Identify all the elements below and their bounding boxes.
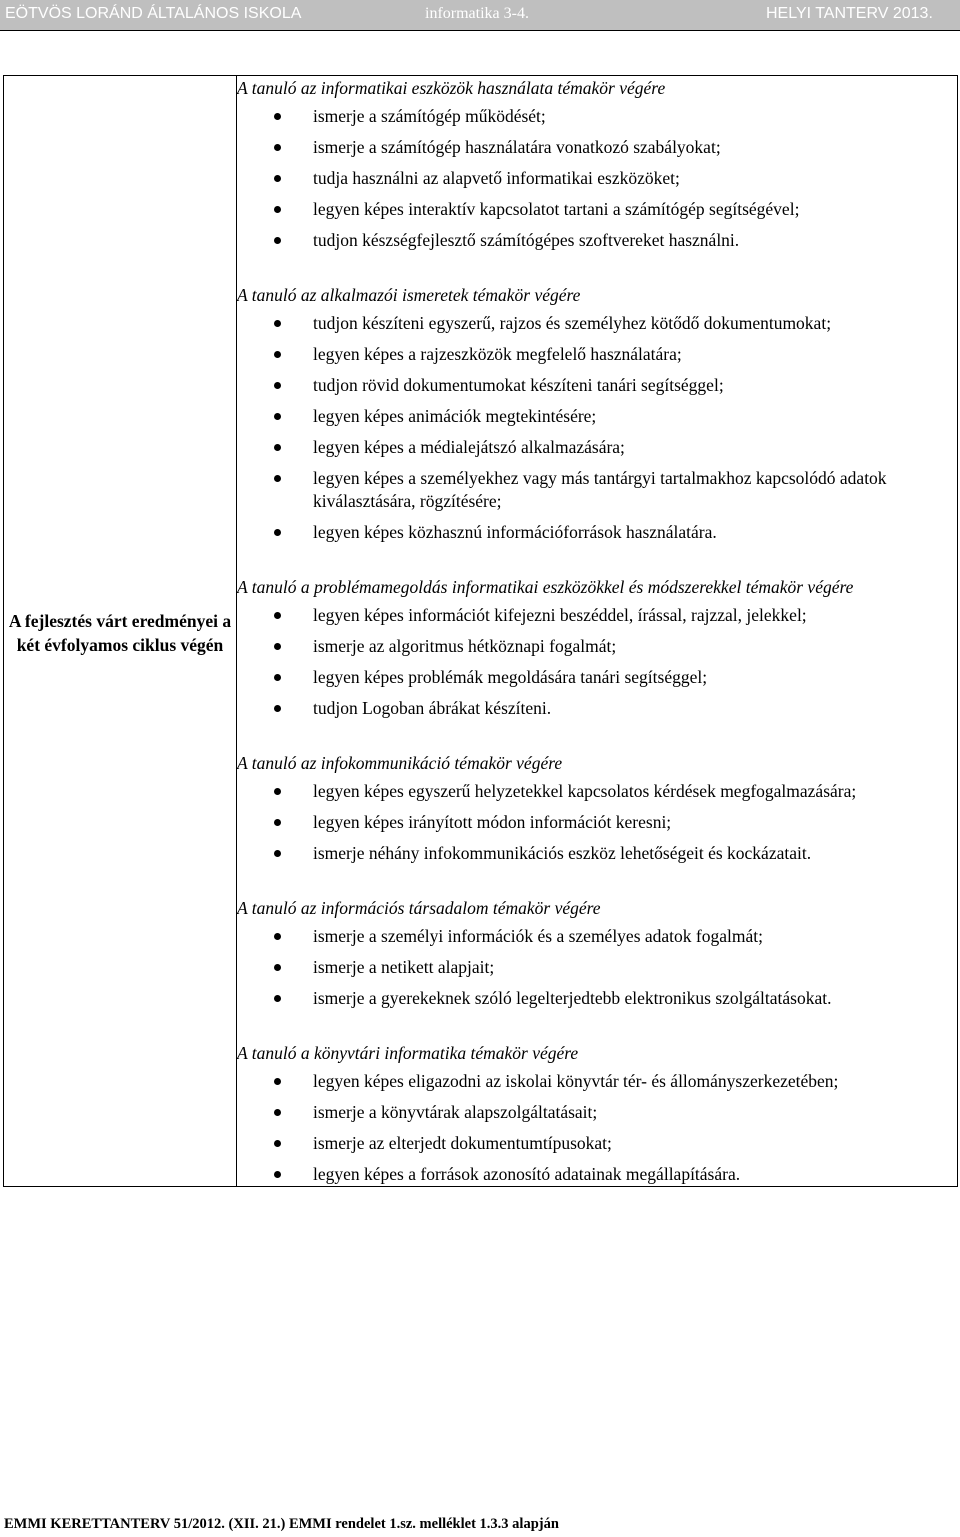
topic-section [237, 1041, 957, 1186]
list-item-text: legyen képes egyszerű helyzetekkel kapcsolatos kérdések megfogalmazására; [313, 781, 857, 801]
topic-section [237, 751, 957, 865]
curriculum-label: HELYI TANTERV 2013. [766, 5, 933, 22]
bullet-icon [274, 1078, 281, 1085]
content-cell [237, 76, 958, 1187]
list-item [237, 842, 957, 865]
bullet-icon [274, 475, 281, 482]
list-item [237, 405, 957, 428]
section-title: A tanuló a problémamegoldás informatikai eszközökkel és módszerekkel témakör végére [237, 577, 854, 597]
row-label: A fejlesztés várt eredményei a két évfolyamos ciklus végén [8, 611, 232, 655]
section-title: A tanuló az információs társadalom témakör végére [237, 898, 601, 918]
bullet-icon [274, 529, 281, 536]
list-item-text: tudjon készségfejlesztő számítógépes szoftvereket használni. [313, 230, 740, 250]
list-item-text: ismerje a gyerekeknek szóló legelterjedtebb elektronikus szolgáltatásokat. [313, 988, 832, 1008]
list-item-text: ismerje a könyvtárak alapszolgáltatásait; [313, 1102, 598, 1122]
list-item [237, 1163, 957, 1186]
list-item-text: legyen képes közhasznú információforrások használatára. [313, 522, 717, 542]
topic-section [237, 575, 957, 720]
list-item [237, 987, 957, 1010]
outcome-list [237, 925, 957, 1010]
list-item [237, 467, 957, 513]
list-item-text: legyen képes interaktív kapcsolatot tartani a számítógép segítségével; [313, 199, 800, 219]
outcomes-table [3, 75, 958, 1187]
list-item-text: legyen képes irányított módon információt keresni; [313, 812, 672, 832]
list-item [237, 956, 957, 979]
bullet-icon [274, 819, 281, 826]
topic-section [237, 76, 957, 252]
list-item-text: legyen képes a személyekhez vagy más tantárgyi tartalmakhoz kapcsolódó adatok kiválasztására, rögzítésére; [313, 468, 887, 511]
list-item [237, 925, 957, 948]
list-item-text: legyen képes a médialejátszó alkalmazására; [313, 437, 625, 457]
bullet-icon [274, 351, 281, 358]
bullet-icon [274, 705, 281, 712]
list-item-text: ismerje néhány infokommunikációs eszköz lehetőségeit és kockázatait. [313, 843, 812, 863]
section-title: A tanuló az alkalmazói ismeretek témakör végére [237, 285, 581, 305]
bullet-icon [274, 674, 281, 681]
bullet-icon [274, 144, 281, 151]
page-header [0, 0, 960, 31]
bullet-icon [274, 206, 281, 213]
list-item [237, 436, 957, 459]
bullet-icon [274, 612, 281, 619]
list-item [237, 811, 957, 834]
bullet-icon [274, 643, 281, 650]
bullet-icon [274, 382, 281, 389]
bullet-icon [274, 1171, 281, 1178]
list-item-text: legyen képes információt kifejezni beszéddel, írással, rajzzal, jelekkel; [313, 605, 807, 625]
bullet-icon [274, 788, 281, 795]
list-item [237, 1132, 957, 1155]
list-item-text: ismerje a számítógép működését; [313, 106, 546, 126]
topic-section [237, 283, 957, 544]
bullet-icon [274, 237, 281, 244]
list-item [237, 312, 957, 335]
outcome-list [237, 312, 957, 544]
topic-section [237, 896, 957, 1010]
section-title: A tanuló a könyvtári informatika témakör végére [237, 1043, 579, 1063]
list-item-text: legyen képes eligazodni az iskolai könyvtár tér- és állományszerkezetében; [313, 1071, 839, 1091]
list-item [237, 198, 957, 221]
list-item [237, 229, 957, 252]
list-item [237, 780, 957, 803]
bullet-icon [274, 413, 281, 420]
list-item [237, 1070, 957, 1093]
list-item [237, 635, 957, 658]
outcome-list [237, 1070, 957, 1186]
list-item [237, 374, 957, 397]
list-item [237, 697, 957, 720]
bullet-icon [274, 933, 281, 940]
list-item-text: tudja használni az alapvető informatikai eszközöket; [313, 168, 680, 188]
outcome-list [237, 780, 957, 865]
list-item-text: ismerje a számítógép használatára vonatkozó szabályokat; [313, 137, 721, 157]
bullet-icon [274, 320, 281, 327]
sections-container [237, 76, 957, 1186]
outcome-list [237, 604, 957, 720]
list-item-text: tudjon rövid dokumentumokat készíteni tanári segítséggel; [313, 375, 724, 395]
list-item-text: ismerje a személyi információk és a személyes adatok fogalmát; [313, 926, 763, 946]
bullet-icon [274, 964, 281, 971]
list-item-text: legyen képes problémák megoldására tanári segítséggel; [313, 667, 708, 687]
list-item [237, 167, 957, 190]
list-item-text: tudjon Logoban ábrákat készíteni. [313, 698, 552, 718]
list-item-text: ismerje a netikett alapjait; [313, 957, 495, 977]
section-title: A tanuló az informatikai eszközök használata témakör végére [237, 78, 666, 98]
list-item-text: legyen képes a rajzeszközök megfelelő használatára; [313, 344, 682, 364]
bullet-icon [274, 175, 281, 182]
list-item [237, 604, 957, 627]
outcome-list [237, 105, 957, 252]
subject-label: informatika 3-4. [425, 5, 529, 22]
list-item-text: ismerje az elterjedt dokumentumtípusokat; [313, 1133, 612, 1153]
list-item-text: legyen képes animációk megtekintésére; [313, 406, 597, 426]
section-title: A tanuló az infokommunikáció témakör végére [237, 753, 563, 773]
list-item-text: ismerje az algoritmus hétköznapi fogalmát; [313, 636, 617, 656]
list-item [237, 1101, 957, 1124]
bullet-icon [274, 850, 281, 857]
school-name: EÖTVÖS LORÁND ÁLTALÁNOS ISKOLA [5, 5, 302, 22]
list-item [237, 666, 957, 689]
row-label-cell [4, 76, 237, 1187]
bullet-icon [274, 995, 281, 1002]
bullet-icon [274, 1140, 281, 1147]
bullet-icon [274, 444, 281, 451]
list-item-text: legyen képes a források azonosító adatainak megállapítására. [313, 1164, 741, 1184]
list-item-text: tudjon készíteni egyszerű, rajzos és személyhez kötődő dokumentumokat; [313, 313, 832, 333]
bullet-icon [274, 1109, 281, 1116]
outcomes-row [4, 76, 958, 1187]
list-item [237, 343, 957, 366]
list-item [237, 136, 957, 159]
bullet-icon [274, 113, 281, 120]
list-item [237, 105, 957, 128]
page-footer: EMMI KERETTANTERV 51/2012. (XII. 21.) EMMI rendelet 1.sz. melléklet 1.3.3 alapján [4, 1516, 559, 1532]
list-item [237, 521, 957, 544]
